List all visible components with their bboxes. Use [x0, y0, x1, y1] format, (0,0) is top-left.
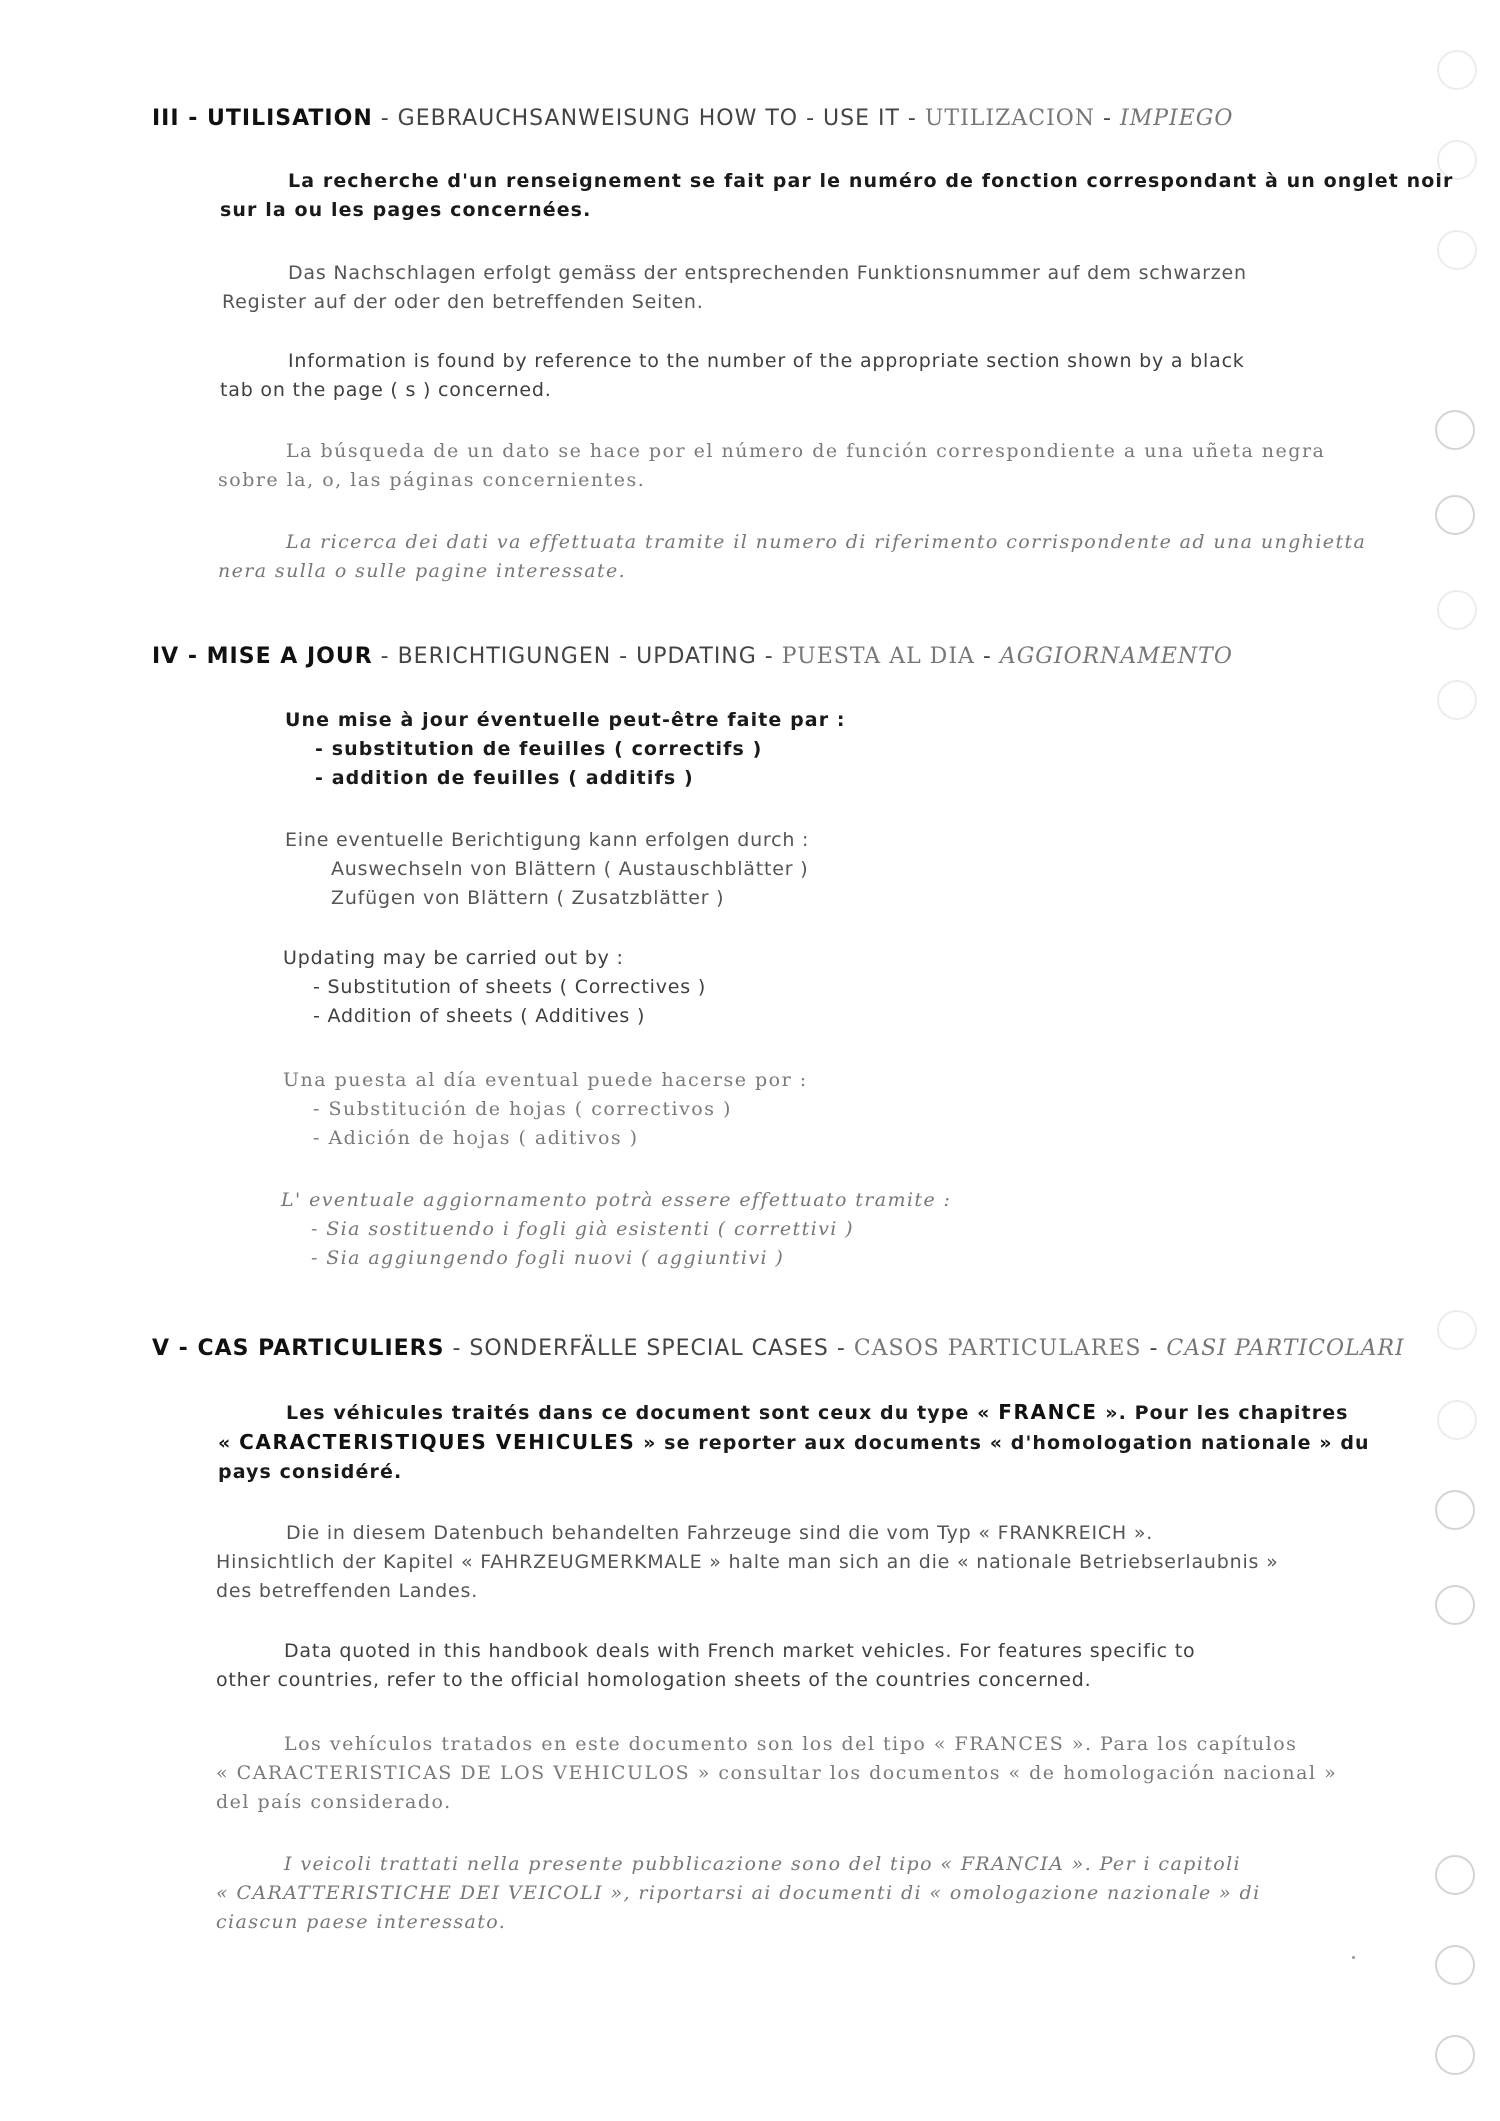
section-v-german [216, 1519, 1279, 1606]
binder-hole [1437, 1310, 1477, 1350]
binder-hole [1435, 1945, 1475, 1985]
section-v-italian [216, 1850, 1261, 1937]
text-line: Die in diesem Datenbuch behandelten Fahrzeuge sind die vom Typ « FRANKREICH ». [286, 1522, 1154, 1544]
list-item: - Sia sostituendo i fogli già esistenti ( correttivi ) [311, 1218, 854, 1240]
list-item: - Addition of sheets ( Additives ) [313, 1005, 646, 1027]
text-line: nera sulla o sulle pagine interessate. [218, 560, 627, 582]
binder-hole [1437, 50, 1477, 90]
text-line: sur la ou les pages concernées. [220, 199, 592, 221]
text-line: del país considerado. [216, 1791, 452, 1813]
section-iii-heading: III - UTILISATION - GEBRAUCHSANWEISUNG HOW TO - USE IT - UTILIZACION - IMPIEGO [152, 106, 1234, 131]
section-v-french [218, 1398, 1370, 1487]
section-iv-french [285, 706, 846, 793]
section-iii-spanish [218, 437, 1325, 495]
text-line: Hinsichtlich der Kapitel « FAHRZEUGMERKMALE » halte man sich an die « nationale Betriebserlaubnis » [216, 1551, 1279, 1573]
text-line: Los vehículos tratados en este documento son los del tipo « FRANCES ». Para los capítulos [284, 1733, 1298, 1755]
section-iv-english [283, 944, 706, 1031]
text-line: Das Nachschlagen erfolgt gemäss der entsprechenden Funktionsnummer auf dem schwarzen [288, 262, 1247, 284]
binder-hole [1437, 1400, 1477, 1440]
text-line: Register auf der oder den betreffenden Seiten. [222, 291, 704, 313]
section-iv-italian [281, 1186, 951, 1273]
list-item: - Substitution of sheets ( Correctives ) [313, 976, 707, 998]
binder-hole [1435, 1855, 1475, 1895]
section-iv-heading: IV - MISE A JOUR - BERICHTIGUNGEN - UPDATING - PUESTA AL DIA - AGGIORNAMENTO [152, 644, 1233, 669]
section-iii-italian [218, 528, 1366, 586]
list-item: Zufügen von Blättern ( Zusatzblätter ) [331, 887, 725, 909]
section-iii-french [220, 167, 1453, 225]
section-iv-spanish [283, 1066, 808, 1153]
text-line: L' eventuale aggiornamento potrà essere effettuato tramite : [281, 1189, 952, 1211]
text-line: ciascun paese interessato. [216, 1911, 507, 1933]
text-line: Information is found by reference to the number of the appropriate section shown by a black [288, 350, 1245, 372]
text-line: La búsqueda de un dato se hace por el número de función correspondiente a una uñeta negra [286, 440, 1326, 462]
text-line: Une mise à jour éventuelle peut-être faite par : [285, 709, 846, 731]
section-iii-english [220, 347, 1245, 405]
text-line: La ricerca dei dati va effettuata tramite il numero di riferimento corrispondente ad una unghietta [286, 531, 1367, 553]
speck [1352, 1956, 1355, 1959]
binder-hole [1437, 680, 1477, 720]
text-line: « CARATTERISTICHE DEI VEICOLI », riportarsi ai documenti di « omologazione nazionale » di [216, 1882, 1261, 1904]
section-v-spanish [216, 1730, 1337, 1817]
binder-hole [1435, 1585, 1475, 1625]
text-line: Una puesta al día eventual puede hacerse por : [283, 1069, 808, 1091]
list-item: - Adición de hojas ( aditivos ) [313, 1127, 639, 1149]
text-line: Les véhicules traités dans ce document sont ceux du type « FRANCE ». Pour les chapitres [286, 1400, 1349, 1424]
text-line: La recherche d'un renseignement se fait par le numéro de fonction correspondant à un onglet noir [288, 170, 1454, 192]
section-v-heading: V - CAS PARTICULIERS - SONDERFÄLLE SPECIAL CASES - CASOS PARTICULARES - CASI PARTICOLARI [152, 1336, 1405, 1361]
text-line: sobre la, o, las páginas concernientes. [218, 469, 646, 491]
binder-hole [1435, 495, 1475, 535]
section-v-english [216, 1637, 1195, 1695]
text-line: « CARACTERISTIQUES VEHICULES » se reporter aux documents « d'homologation nationale » du [218, 1430, 1370, 1454]
text-line: « CARACTERISTICAS DE LOS VEHICULOS » consultar los documentos « de homologación nacional » [216, 1762, 1338, 1784]
binder-hole [1435, 1490, 1475, 1530]
text-line: I veicoli trattati nella presente pubblicazione sono del tipo « FRANCIA ». Per i capitoli [284, 1853, 1242, 1875]
list-item: - addition de feuilles ( additifs ) [315, 767, 694, 789]
binder-hole [1435, 2035, 1475, 2075]
text-line: Data quoted in this handbook deals with French market vehicles. For features specific to [284, 1640, 1196, 1662]
section-iv-german [285, 826, 809, 913]
binder-hole [1437, 590, 1477, 630]
list-item: - substitution de feuilles ( correctifs ) [315, 738, 763, 760]
list-item: - Substitución de hojas ( correctivos ) [313, 1098, 732, 1120]
text-line: pays considéré. [218, 1461, 403, 1483]
binder-hole [1435, 410, 1475, 450]
text-line: tab on the page ( s ) concerned. [220, 379, 552, 401]
text-line: Eine eventuelle Berichtigung kann erfolgen durch : [285, 829, 810, 851]
text-line: des betreffenden Landes. [216, 1580, 479, 1602]
text-line: other countries, refer to the official homologation sheets of the countries concerned. [216, 1669, 1092, 1691]
section-iii-german [222, 259, 1247, 317]
list-item: - Sia aggiungendo fogli nuovi ( aggiuntivi ) [311, 1247, 785, 1269]
list-item: Auswechseln von Blättern ( Austauschblätter ) [331, 858, 809, 880]
text-line: Updating may be carried out by : [283, 947, 624, 969]
binder-hole [1437, 230, 1477, 270]
